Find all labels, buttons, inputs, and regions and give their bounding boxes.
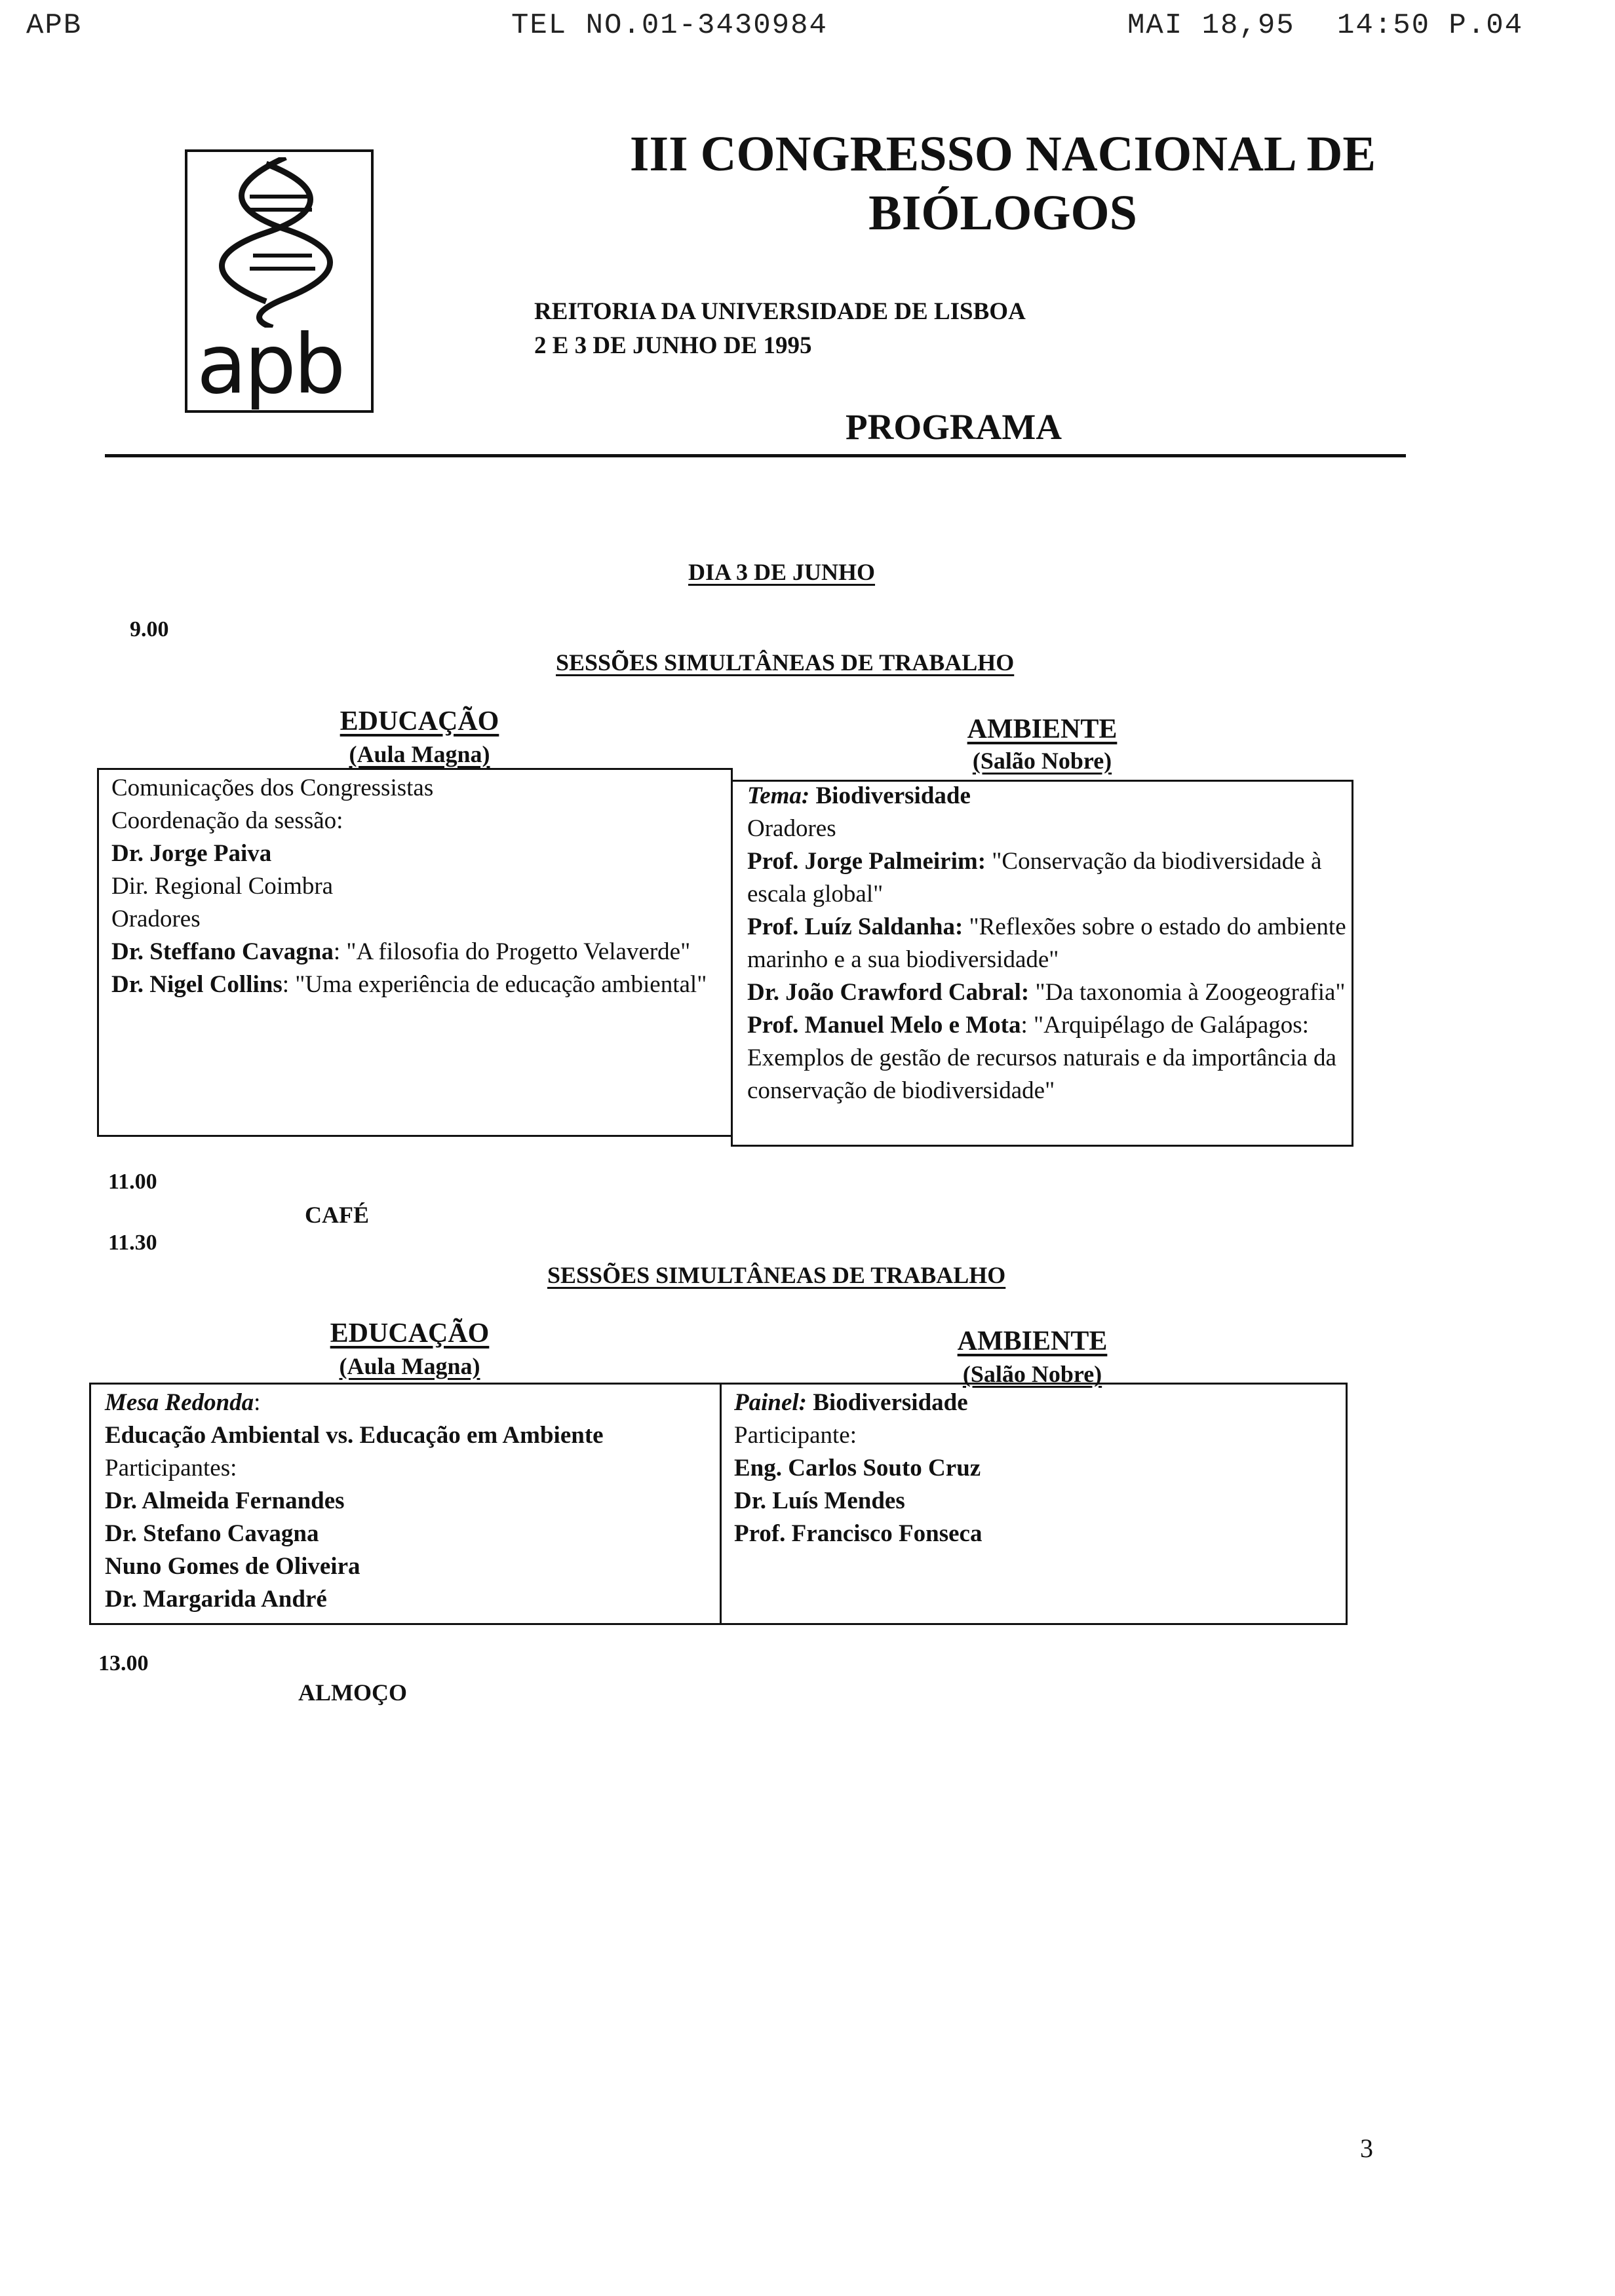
speaker-entry: [111, 968, 721, 1001]
midday-educacao-room: (Aula Magna): [339, 1353, 480, 1379]
morning-educacao-cell: [111, 772, 721, 1001]
coordinator-role: Dir. Regional Coimbra: [111, 873, 334, 900]
midday-ambiente-room: (Salão Nobre): [962, 1361, 1102, 1387]
speaker-entry: [747, 976, 1347, 1009]
day-heading: DIA 3 DE JUNHO: [688, 559, 876, 585]
lunch-label: ALMOÇO: [298, 1679, 407, 1706]
participant-name: Dr. Luís Mendes: [734, 1487, 905, 1514]
midday-sessions-heading: SESSÕES SIMULTÂNEAS DE TRABALHO: [547, 1262, 1006, 1288]
coordinator-name: Dr. Jorge Paiva: [111, 840, 272, 867]
time-11-30: 11.30: [108, 1231, 157, 1255]
morning-ambiente-room: (Salão Nobre): [972, 748, 1112, 774]
event-title: [537, 124, 1468, 242]
logo-text: apb: [197, 317, 343, 412]
talk-title: : "A filosofia do Progetto Velaverde": [333, 938, 691, 965]
program-title: PROGRAMA: [846, 407, 1062, 447]
midday-column-divider: [720, 1383, 722, 1625]
morning-ambiente-cell: [747, 780, 1347, 1107]
round-table-topic: Educação Ambiental vs. Educação em Ambiente: [105, 1422, 604, 1449]
talk-title: "Reflexões sobre o estado do ambiente marinho e a sua biodiversidade": [747, 913, 1346, 973]
talk-title: "Conservação da biodiversidade à escala global": [747, 848, 1322, 908]
round-table-label: Mesa Redonda: [105, 1389, 254, 1416]
panel-line: [734, 1387, 1337, 1419]
midday-educacao-heading: EDUCAÇÃO: [330, 1318, 490, 1349]
panel-label: Painel:: [734, 1389, 807, 1416]
theme-value: Biodiversidade: [809, 782, 971, 809]
speaker-name: Dr. Steffano Cavagna: [111, 938, 334, 965]
participant-name: Dr. Margarida André: [105, 1586, 327, 1613]
speaker-entry: [747, 1009, 1347, 1107]
fax-sender: APB: [26, 9, 83, 42]
speaker-entry: [747, 845, 1347, 911]
speaker-name: Dr. João Crawford Cabral:: [747, 979, 1030, 1006]
panel-topic: Biodiversidade: [806, 1389, 968, 1416]
morning-educacao-heading: EDUCAÇÃO: [340, 706, 499, 737]
speaker-name: Prof. Luíz Saldanha:: [747, 913, 963, 940]
fax-date: MAI 18,95: [1127, 9, 1295, 42]
educacao-line: Comunicações dos Congressistas: [111, 775, 434, 801]
talk-title: : "Uma experiência de educação ambiental": [282, 971, 707, 998]
talk-title: : "Arquipélago de Galápagos: Exemplos de gestão de recursos naturais e da importância da conservação de biodiversidade": [747, 1012, 1336, 1104]
coffee-break-label: CAFÉ: [305, 1202, 369, 1228]
time-9: 9.00: [130, 617, 169, 641]
morning-sessions-heading: SESSÕES SIMULTÂNEAS DE TRABALHO: [556, 649, 1015, 676]
speaker-name: Dr. Nigel Collins: [111, 971, 282, 998]
participant-name: Dr. Stefano Cavagna: [105, 1520, 319, 1547]
morning-educacao-room: (Aula Magna): [349, 741, 490, 767]
midday-educacao-cell: [105, 1387, 714, 1616]
theme-label: Tema:: [747, 782, 810, 809]
event-dates: 2 E 3 DE JUNHO DE 1995: [534, 332, 812, 359]
fax-time-page: 14:50 P.04: [1337, 9, 1524, 42]
participant-name: Nuno Gomes de Oliveira: [105, 1553, 360, 1580]
title-line-1: III CONGRESSO NACIONAL DE: [629, 126, 1376, 182]
speaker-name: Prof. Jorge Palmeirim:: [747, 848, 986, 875]
participant-name: Dr. Almeida Fernandes: [105, 1487, 345, 1514]
participant-name: Eng. Carlos Souto Cruz: [734, 1455, 981, 1482]
midday-ambiente-cell: [734, 1387, 1337, 1550]
round-table-line: [105, 1387, 714, 1419]
dna-helix-icon: [187, 157, 371, 328]
midday-ambiente-heading: AMBIENTE: [957, 1326, 1108, 1356]
page-number: 3: [1360, 2133, 1373, 2163]
header-rule: [105, 454, 1406, 457]
educacao-line: Coordenação da sessão:: [111, 807, 343, 834]
speaker-entry: [747, 911, 1347, 976]
event-venue: REITORIA DA UNIVERSIDADE DE LISBOA: [534, 298, 1026, 325]
event-venue-dates: [534, 295, 1026, 363]
speaker-entry: [111, 936, 721, 968]
speakers-label: Oradores: [111, 906, 201, 932]
talk-title: "Da taxonomia à Zoogeografia": [1029, 979, 1346, 1006]
speakers-label: Oradores: [747, 815, 836, 842]
time-13: 13.00: [98, 1651, 149, 1675]
time-11: 11.00: [108, 1170, 157, 1194]
title-line-2: BIÓLOGOS: [868, 185, 1137, 240]
fax-telephone: TEL NO.01-3430984: [511, 9, 828, 42]
theme-line: [747, 780, 1347, 813]
participants-label: Participantes:: [105, 1455, 237, 1482]
participant-label: Participante:: [734, 1422, 857, 1449]
apb-logo: [185, 149, 374, 413]
round-table-colon: :: [254, 1389, 261, 1416]
participant-name: Prof. Francisco Fonseca: [734, 1520, 983, 1547]
speaker-name: Prof. Manuel Melo e Mota: [747, 1012, 1021, 1039]
morning-ambiente-heading: AMBIENTE: [967, 714, 1118, 744]
